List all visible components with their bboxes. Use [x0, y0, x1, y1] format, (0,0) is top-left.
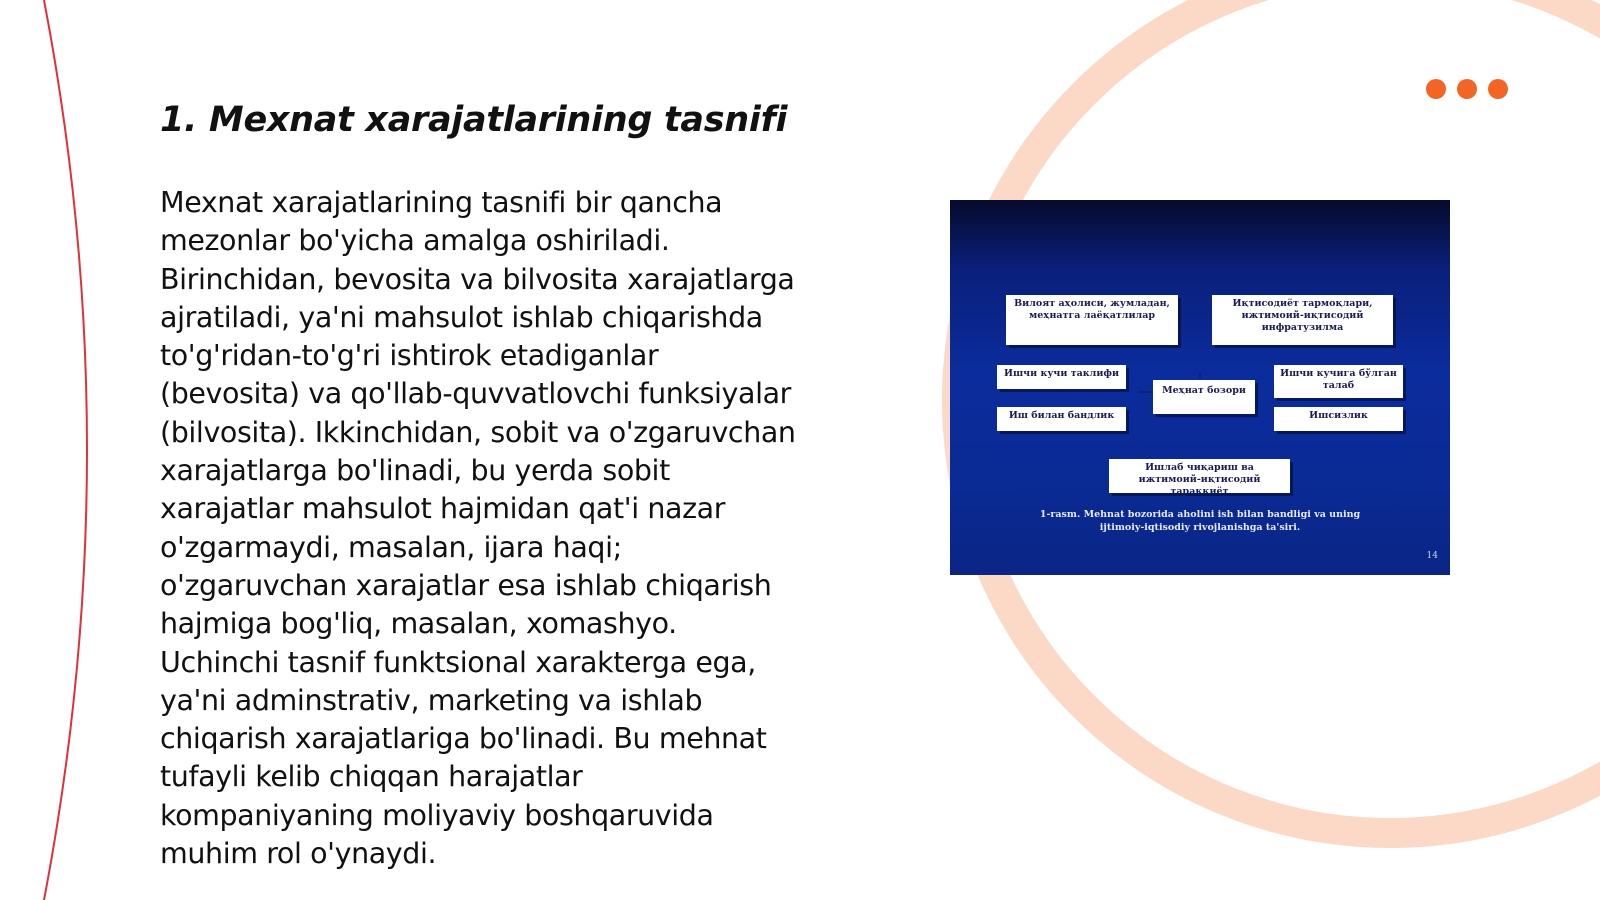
caption-line: 1-rasm. Mehnat bozorida aholini ish bilan bandligi va uning — [1039, 509, 1361, 520]
figure-page-number: 14 — [1426, 551, 1438, 561]
body-line: o'zgaruvchan xarajatlar esa ishlab chiqarish — [160, 568, 772, 602]
diagram-box-employment: Иш билан бандлик — [997, 407, 1126, 431]
body-line: to'g'ridan-to'g'ri ishtirok etadiganlar — [160, 339, 659, 373]
body-line: mezonlar bo'yicha amalga oshiriladi. — [160, 224, 670, 258]
body-line: ajratiladi, ya'ni mahsulot ishlab chiqarishda — [160, 300, 763, 334]
slide-title: 1. Mexnat xarajatlarining tasnifi — [160, 100, 788, 140]
diagram-box-labor-market: Меҳнат бозори — [1153, 380, 1255, 414]
caption-line: ijtimoiy-iqtisodiy rivojlanishga ta'siri. — [1099, 522, 1301, 533]
labor-market-diagram-image — [950, 200, 1450, 575]
body-line: Birinchidan, bevosita va bilvosita xarajatlarga — [160, 262, 795, 296]
body-line: tufayli kelib chiqqan harajatlar — [160, 760, 583, 794]
body-line: kompaniyaning moliyaviy boshqaruvida — [160, 798, 714, 832]
body-line: xarajatlarga bo'linadi, bu yerda sobit — [160, 454, 670, 488]
body-line: (bilvosita). Ikkinchidan, sobit va o'zgaruvchan — [160, 415, 796, 449]
dot-icon — [1426, 79, 1446, 99]
diagram-box-labor-supply: Ишчи кучи таклифи — [997, 365, 1126, 389]
menu-dots — [1426, 79, 1508, 99]
diagram-box-labor-demand: Ишчи кучига бўлган талаб — [1274, 365, 1403, 398]
body-line: chiqarish xarajatlariga bo'linadi. Bu mehnat — [160, 722, 767, 756]
body-line: ya'ni adminstrativ, marketing va ishlab — [160, 683, 703, 717]
diagram-box-population: Вилоят аҳолиси, жумладан, меҳнатга лаёқатлилар — [1006, 295, 1178, 345]
left-curve-line — [44, 0, 87, 900]
diagram-box-economy-sectors: Иқтисодиёт тармоқлари, ижтимоий-иқтисодий инфратузилма — [1212, 295, 1393, 345]
body-line: hajmiga bog'liq, masalan, xomashyo. — [160, 607, 677, 641]
body-line: o'zgarmaydi, masalan, ijara haqi; — [160, 530, 622, 564]
diagram-box-development: Ишлаб чиқариш ва ижтимоий-иқтисодий тараққиёт — [1109, 459, 1290, 493]
figure-caption — [990, 508, 1410, 534]
dot-icon — [1488, 79, 1508, 99]
body-line: (bevosita) va qo'llab-quvvatlovchi funksiyalar — [160, 377, 791, 411]
body-line: Uchinchi tasnif funktsional xarakterga ega, — [160, 645, 756, 679]
body-line: Mexnat xarajatlarining tasnifi bir qancha — [160, 186, 723, 219]
body-line: xarajatlar mahsulot hajmidan qat'i nazar — [160, 492, 726, 526]
body-line: muhim rol o'ynaydi. — [160, 837, 437, 871]
slide-body-text — [160, 184, 860, 873]
dot-icon — [1457, 79, 1477, 99]
diagram-box-unemployment: Ишсизлик — [1274, 407, 1403, 431]
